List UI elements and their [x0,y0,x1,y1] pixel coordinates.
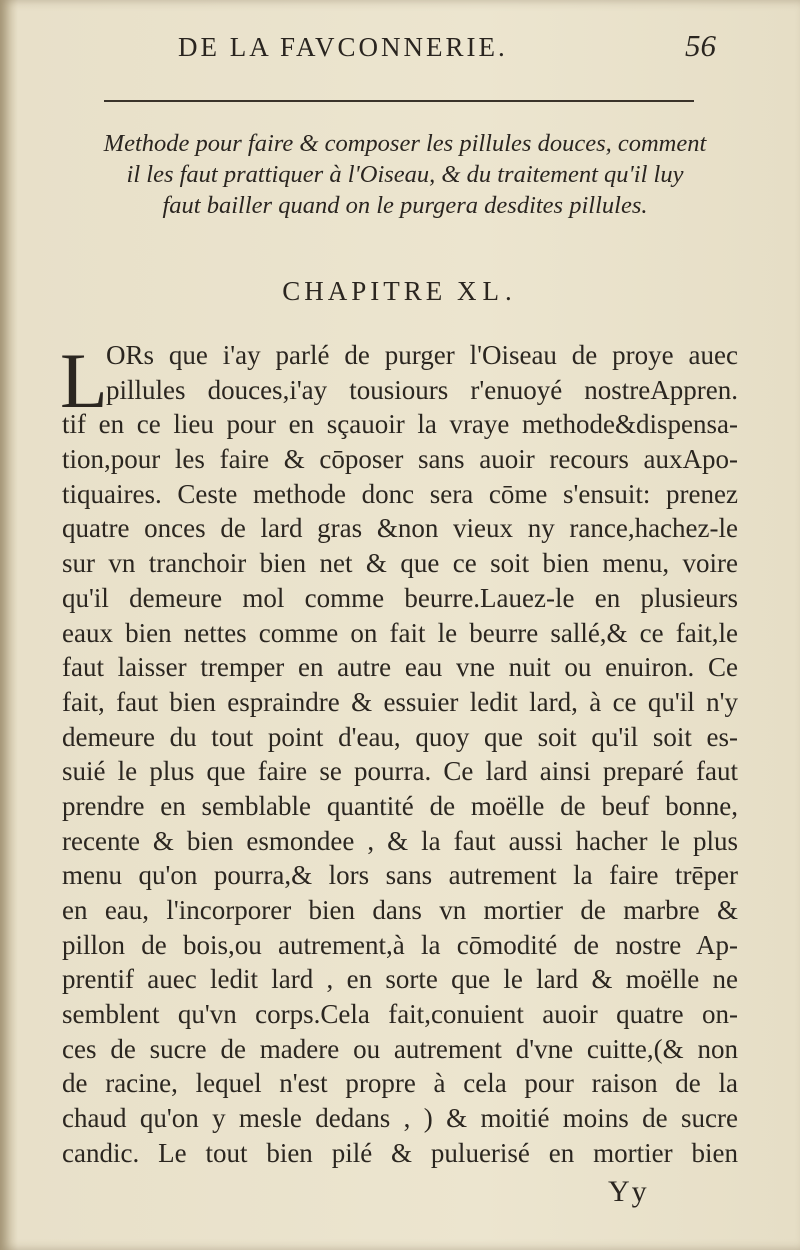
body-line: ces de sucre de madere ou autrement d'vne cuitte,(& non [62,1033,738,1064]
body-line: fait, faut bien espraindre & essuier ledit lard, à ce qu'il n'y [62,686,738,717]
drop-capital: L [60,337,108,424]
body-line: en eau, l'incorporer bien dans vn mortier de marbre & [62,895,738,925]
section-heading-line: faut bailler quand on le purgera desdites pillules. [162,192,648,219]
body-line: semblent qu'vn corps.Cela fait,conuient auoir quatre on- [62,999,738,1030]
body-line: prentif auec ledit lard , en sorte que le lard & moëlle ne [62,964,738,995]
page-number: 56 [685,28,716,63]
body-line: tion,pour les faire & cōposer sans auoir recours auxApo- [62,444,738,475]
section-heading [60,128,750,221]
body-line: faut laisser tremper en autre eau vne nuit ou enuiron. Ce [62,652,738,683]
signature-mark: Yy [608,1175,649,1208]
chapter-title [0,276,800,307]
section-heading-line: Methode pour faire & composer les pillules douces, comment [103,130,707,157]
body-line: demeure du tout point d'eau, quoy que soit qu'il soit es- [62,721,738,752]
body-line: de racine, lequel n'est propre à cela pour raison de la [62,1068,738,1099]
body-line: pillules douces,i'ay tousiours r'enuoyé nostreAppren. [106,374,738,405]
body-line: prendre en semblable quantité de moëlle de beuf bonne, [62,790,738,821]
chapter-number: XL. [457,276,518,306]
body-text [62,338,738,1171]
body-line: pillon de bois,ou autrement,à la cōmodité de nostre Ap- [62,929,738,960]
chapter-label: CHAPITRE [282,276,447,306]
body-line: sur vn tranchoir bien net & que ce soit bien menu, voire [62,548,738,579]
running-title: DE LA FAVCONNERIE. [178,32,508,62]
body-line: eaux bien nettes comme on fait le beurre sallé,& ce fait,le [62,617,738,648]
body-line: menu qu'on pourra,& lors sans autrement la faire trēper [62,860,738,891]
body-line: tiquaires. Ceste methode donc sera cōme s'ensuit: prenez [62,478,738,509]
body-line: quatre onces de lard gras &non vieux ny rance,hachez-le [62,513,738,544]
body-line: tif en ce lieu pour en sçauoir la vraye methode&dispensa- [62,409,738,440]
section-heading-line: il les faut prattiquer à l'Oiseau, & du traitement qu'il luy [126,161,684,188]
header-rule [104,100,694,102]
body-line: suié le plus que faire se pourra. Ce lard ainsi preparé faut [62,756,738,787]
body-line: candic. Le tout bien pilé & puluerisé en mortier bien [62,1137,738,1168]
body-line: ORs que i'ay parlé de purger l'Oiseau de proye auec [106,340,738,370]
running-head [0,28,800,68]
body-line: qu'il demeure mol comme beurre.Lauez-le en plusieurs [62,582,738,613]
body-line: recente & bien esmondee , & la faut aussi hacher le plus [62,825,738,856]
body-line: chaud qu'on y mesle dedans , ) & moitié moins de sucre [62,1103,738,1134]
